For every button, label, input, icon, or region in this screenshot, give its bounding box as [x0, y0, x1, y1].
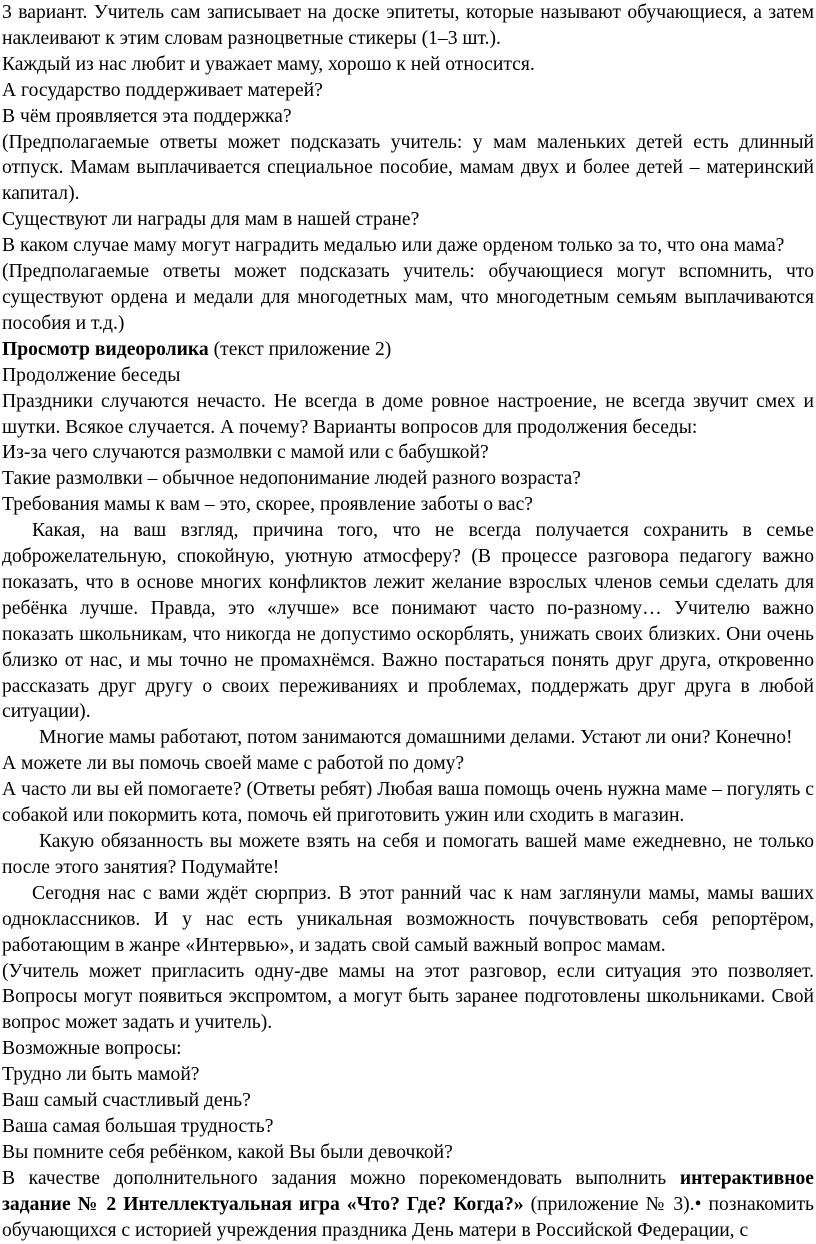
paragraph-24: Ваш самый счастливый день?: [2, 1090, 251, 1112]
paragraph-16: Многие мамы работают, потом занимаются домашними делами. Устают ли они? Конечно!: [39, 727, 793, 749]
last-paragraph-part2: (приложение № 3).: [523, 1193, 695, 1215]
last-paragraph-part1: В качестве дополнительного задания можно порекомендовать выполнить: [2, 1167, 680, 1189]
paragraph-22: Возможные вопросы:: [2, 1038, 182, 1060]
paragraph-14: Требования мамы к вам – это, скорее, проявление заботы о вас?: [2, 494, 533, 516]
paragraph-5: (Предполагаемые ответы может подсказать учитель: у мам маленьких детей есть длинный отпуск. Мамам выплачивается специальное пособие, мамам двух и более детей – материнский капитал).: [2, 131, 814, 205]
paragraph-3: А государство поддерживает матерей?: [2, 79, 323, 101]
paragraph-11: Праздники случаются нечасто. Не всегда в доме ровное настроение, не всегда звучит смех и шутки. Всякое случается. А почему? Варианты вопросов для продолжения беседы:: [2, 390, 814, 438]
document-page: [2, 0, 814, 1244]
paragraph-23: Трудно ли быть мамой?: [2, 1064, 200, 1086]
paragraph-2: Каждый из нас любит и уважает маму, хорошо к ней относится.: [2, 53, 535, 75]
paragraph-1: 3 вариант. Учитель сам записывает на доске эпитеты, которые называют обучающиеся, а затем наклеивают к этим словам разноцветные стикеры (1–3 шт.).: [2, 2, 814, 49]
paragraph-27: [2, 1166, 814, 1244]
last-paragraph-part3: познакомить обучающихся с историей учреждения праздника День матери в Российской Федерации, с: [2, 1193, 814, 1241]
paragraph-18: А часто ли вы ей помогаете? (Ответы ребят) Любая ваша помощь очень нужна маме – погулять с собакой или покормить кота, помочь ей приготовить ужин или сходить в магазин.: [2, 779, 814, 827]
paragraph-26: Вы помните себя ребёнком, какой Вы были девочкой?: [2, 1141, 453, 1163]
paragraph-12: Из-за чего случаются размолвки с мамой или с бабушкой?: [2, 442, 489, 464]
bullet-icon: •: [694, 1193, 702, 1215]
video-heading-note: (текст приложение 2): [208, 338, 392, 360]
paragraph-10: Продолжение беседы: [2, 364, 181, 386]
paragraph-7: В каком случае маму могут наградить медалью или даже орденом только за то, что она мама?: [2, 235, 785, 257]
paragraph-4: В чём проявляется эта поддержка?: [2, 105, 292, 127]
paragraph-9: [2, 337, 814, 363]
paragraph-19: Какую обязанность вы можете взять на себя и помогать вашей маме ежедневно, не только после этого занятия? Подумайте!: [2, 831, 814, 878]
video-heading: Просмотр видеоролика: [2, 338, 209, 360]
paragraph-21: (Учитель может пригласить одну-две мамы на этот разговор, если ситуация это позволяет. Вопросы могут появиться экспромтом, а могут быть заранее подготовлены школьниками. Свой вопрос может задать и учитель).: [2, 960, 814, 1034]
paragraph-6: Существуют ли награды для мам в нашей стране?: [2, 209, 420, 231]
paragraph-20: Сегодня нас с вами ждёт сюрприз. В этот ранний час к нам заглянули мамы, мамы ваших одноклассников. И у нас есть уникальная возможность почувствовать себя репортёром, работающим в жанре «Интервью», и задать свой самый важный вопрос мамам.: [2, 882, 814, 956]
paragraph-15: Какая, на ваш взгляд, причина того, что не всегда получается сохранить в семье доброжелательную, спокойную, уютную атмосферу? (В процессе разговора педагогу важно показать, что в основе многих конфликтов лежит желание взрослых членов семьи сделать для ребёнка лучше. Правда, это «лучше» все понимают часто по-разному… Учителю важно показать школьникам, что никогда не допустимо оскорблять, унижать своих близких. Они очень близко от нас, и мы точно не промахнёмся. Важно постараться понять друг друга, откровенно рассказать друг другу о своих переживаниях и проблемах, поддержать друг друга в любой ситуации).: [2, 520, 814, 723]
paragraph-13: Такие размолвки – обычное недопонимание людей разного возраста?: [2, 468, 581, 490]
paragraph-25: Ваша самая большая трудность?: [2, 1115, 274, 1137]
paragraph-8: (Предполагаемые ответы может подсказать учитель: обучающиеся могут вспомнить, что существуют ордена и медали для многодетных мам, что многодетным семьям выплачиваются пособия и т.д.): [2, 261, 814, 334]
interactive-task-title: интерактивное задание № 2 Интеллектуальная игра «Что? Где? Когда?»: [2, 1167, 814, 1215]
paragraph-17: А можете ли вы помочь своей маме с работой по дому?: [2, 753, 465, 775]
